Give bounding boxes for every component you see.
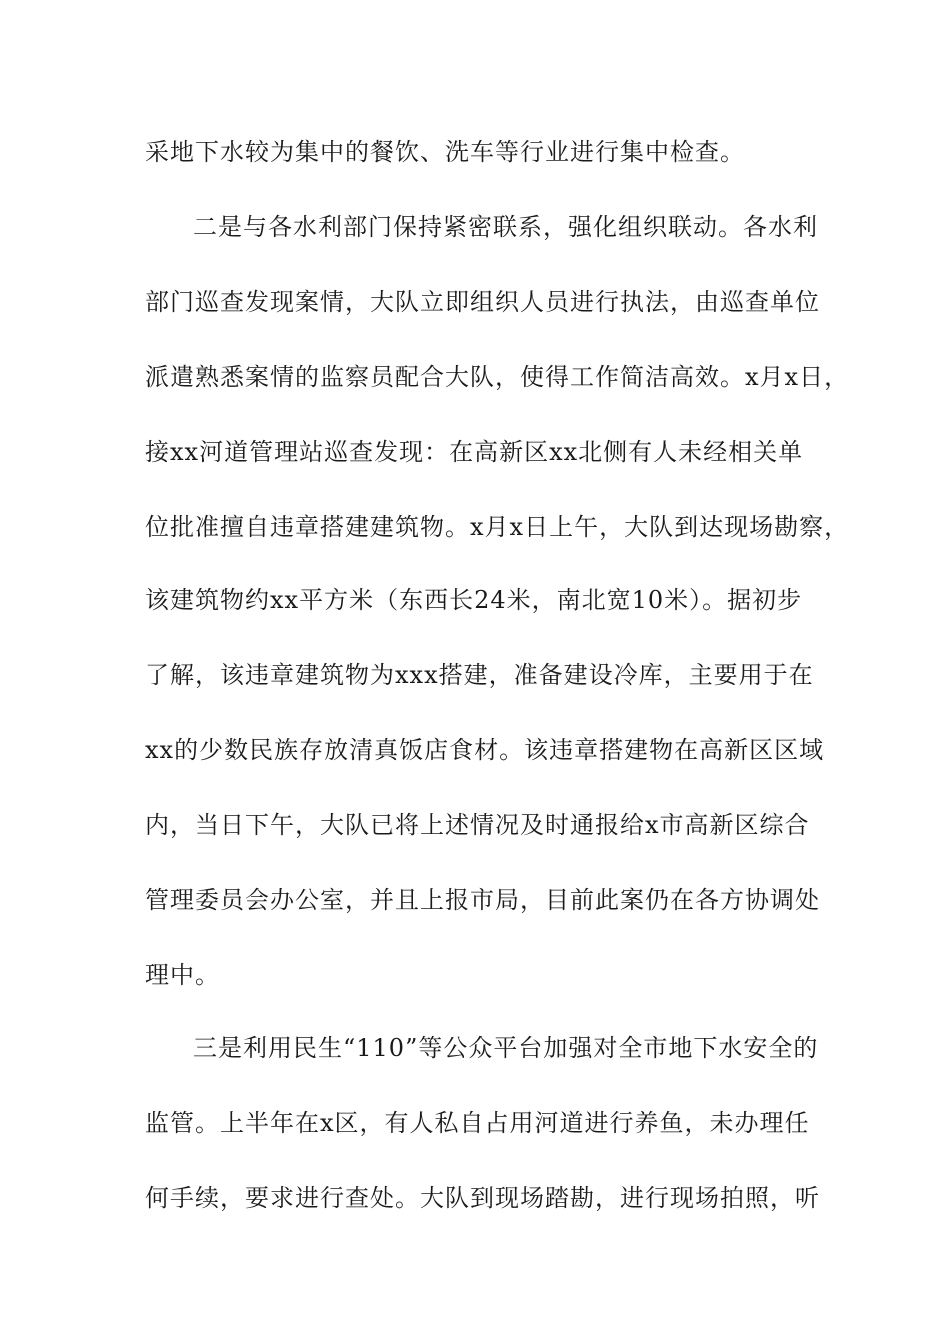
paragraph-start-line: 三是利用民生“110”等公众平台加强对全市地下水安全的	[193, 1034, 819, 1062]
text-line: 派遣熟悉案情的监察员配合大队，使得工作简洁高效。x月x日，	[145, 363, 850, 391]
text-line: xx的少数民族存放清真饭店食材。该违章搭建物在高新区区域	[145, 736, 825, 764]
text-line: 部门巡查发现案情，大队立即组织人员进行执法，由巡查单位	[145, 288, 820, 316]
text-line: 位批准擅自违章搭建建筑物。x月x日上午，大队到达现场勘察，	[145, 513, 850, 541]
text-line: 内，当日下午，大队已将上述情况及时通报给x市高新区综合	[145, 811, 810, 839]
text-line: 何手续，要求进行查处。大队到现场踏勘，进行现场拍照，听	[145, 1184, 820, 1212]
text-line: 了解，该违章建筑物为xxx搭建，准备建设冷库，主要用于在	[145, 661, 814, 689]
text-line: 采地下水较为集中的餐饮、洗车等行业进行集中检查。	[145, 138, 745, 166]
text-line: 监管。上半年在x区，有人私自占用河道进行养鱼，未办理任	[145, 1109, 810, 1137]
paragraph-start-line: 二是与各水利部门保持紧密联系，强化组织联动。各水利	[193, 213, 818, 241]
text-line: 管理委员会办公室，并且上报市局，目前此案仍在各方协调处	[145, 886, 820, 914]
text-line: 接xx河道管理站巡查发现：在高新区xx北侧有人未经相关单	[145, 438, 804, 466]
text-line: 该建筑物约xx平方米（东西长24米，南北宽10米）。据初步	[145, 586, 803, 614]
text-line: 理中。	[145, 961, 220, 989]
